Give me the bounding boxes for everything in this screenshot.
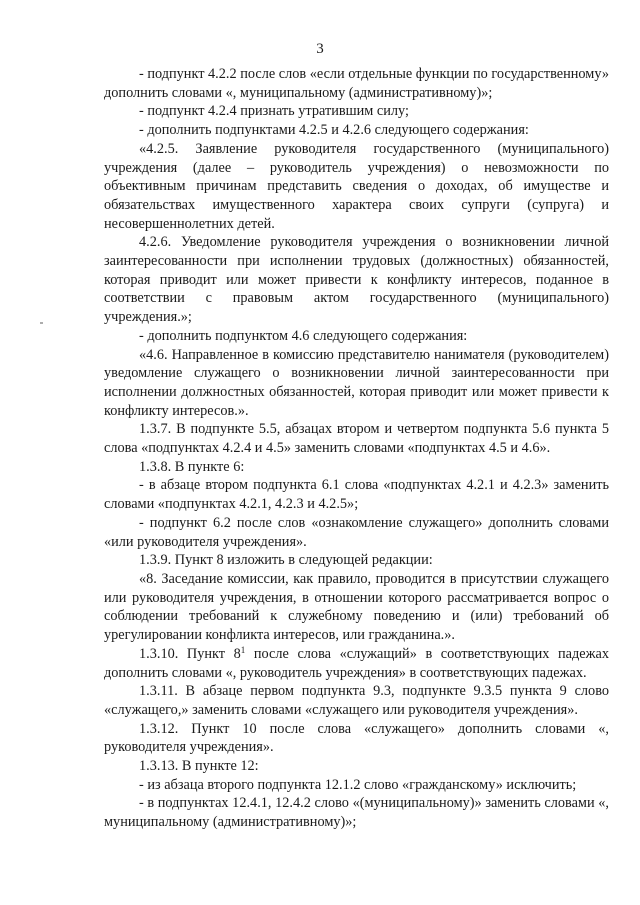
paragraph: «8. Заседание комиссии, как правило, проводится в присутствии служащего или руководителя учреждения, в отношении которого рассматривается вопрос о соблюдении требований к служебному поведению и (или) требований об урегулировании конфликта интересов, или гражданина.». [104, 570, 609, 644]
document-body [104, 65, 609, 832]
paragraph: 1.3.13. В пункте 12: [139, 758, 259, 775]
paragraph: - дополнить подпунктом 4.6 следующего содержания: [139, 327, 468, 344]
paragraph: «4.6. Направленное в комиссию представителю нанимателя (руководителем) уведомление служащего о возникновении личной заинтересованности при исполнении должностных обязанностей, которая приводит или может привести к конфликту интересов.». [104, 346, 609, 419]
paragraph: 1.3.12. Пункт 10 после слова «служащего» дополнить словами «, руководителя учреждения». [104, 720, 609, 756]
paragraph: 4.2.6. Уведомление руководителя учреждения о возникновении личной заинтересованности при исполнении трудовых (должностных) обязанностей, которая приводит или может привести к конфликту интересов, поданное в соответствии с правовым актом государственного (муниципального) учреждения.»; [104, 234, 609, 326]
page-number: 3 [316, 41, 324, 57]
paragraph: 1.3.11. В абзаце первом подпункта 9.3, подпункте 9.3.5 пункта 9 слово «служащего,» заменить словами «служащего или руководителя учреждения». [104, 683, 609, 718]
paragraph: - подпункт 4.2.2 после слов «если отдельные функции по государственному» дополнить словами «, муниципальному (административному)»; [104, 66, 609, 101]
scan-mark [40, 322, 43, 324]
paragraph: - в абзаце втором подпункта 6.1 слова «подпунктах 4.2.1 и 4.2.3» заменить словами «подпунктах 4.2.1, 4.2.3 и 4.2.5»; [104, 477, 609, 513]
paragraph: - подпункт 4.2.4 признать утратившим силу; [139, 103, 409, 120]
paragraph: - подпункт 6.2 после слов «ознакомление служащего» дополнить словами «или руководителя учреждения». [104, 514, 609, 550]
paragraph-text: 1.3.10. Пункт 8 [139, 645, 241, 662]
paragraph [104, 645, 609, 682]
paragraph: - из абзаца второго подпункта 12.1.2 слово «гражданскому» исключить; [139, 776, 577, 793]
paragraph: 1.3.8. В пункте 6: [139, 458, 245, 475]
superscript: 1 [240, 644, 246, 655]
paragraph-text: после слова «служащий» в соответствующих падежах дополнить словами «, руководитель учреждения» в соответствующих падежах. [104, 645, 609, 681]
paragraph: «4.2.5. Заявление руководителя государственного (муниципального) учреждения (далее – руководитель учреждения) о невозможности по объективным причинам представить сведения о доходах, об имуществе и обязательствах имущественного характера своих супруги (супруга) и несовершеннолетних детей. [104, 140, 609, 232]
paragraph: 1.3.7. В подпункте 5.5, абзацах втором и четвертом подпункта 5.6 пункта 5 слова «подпунктах 4.2.4 и 4.5» заменить словами «подпунктах 4.5 и 4.6». [104, 421, 609, 457]
paragraph: - дополнить подпунктами 4.2.5 и 4.2.6 следующего содержания: [139, 122, 529, 139]
paragraph: - в подпунктах 12.4.1, 12.4.2 слово «(муниципальному)» заменить словами «, муниципальному (административному)»; [104, 795, 609, 831]
paragraph: 1.3.9. Пункт 8 изложить в следующей редакции: [139, 552, 433, 569]
